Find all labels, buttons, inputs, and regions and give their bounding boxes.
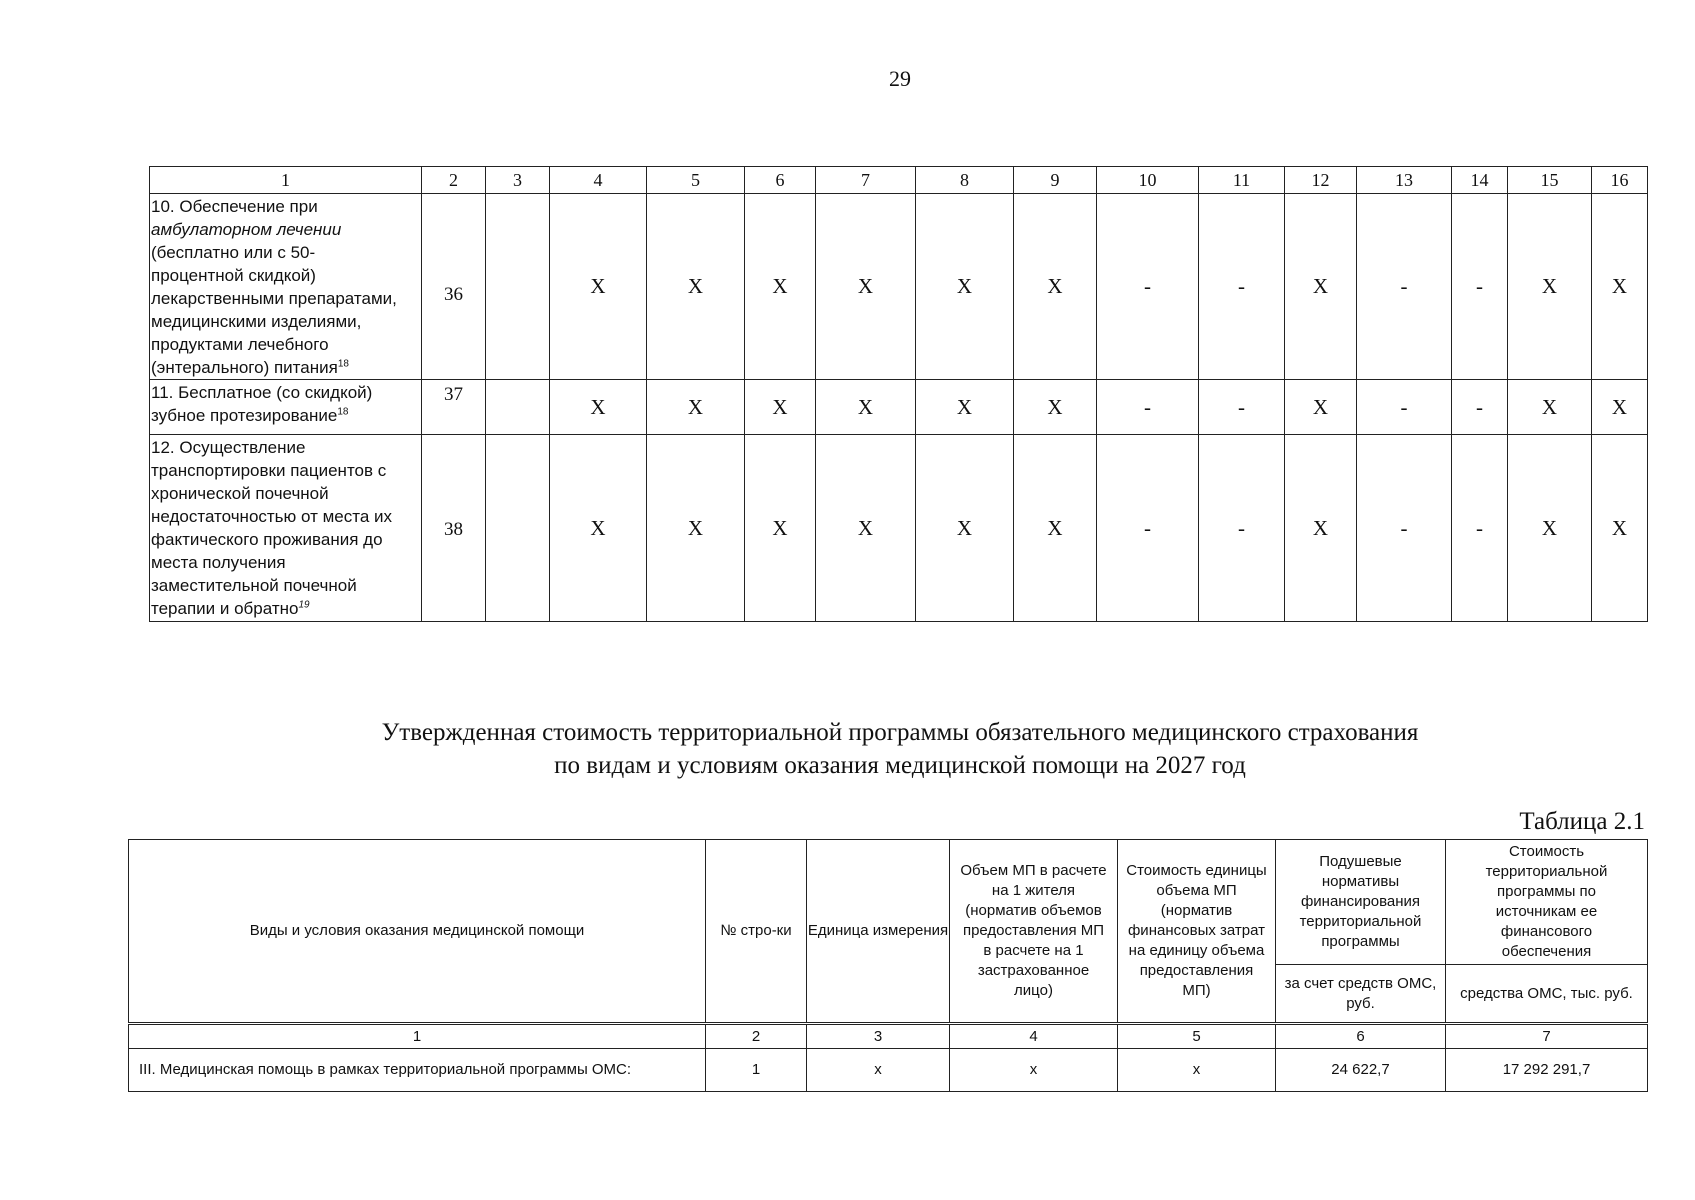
table-cell: х — [1118, 1049, 1276, 1092]
row-number-cell: 37 — [422, 380, 486, 435]
column-index-row — [129, 1024, 1648, 1049]
table-cell: X — [647, 380, 745, 435]
column-number: 7 — [816, 167, 916, 194]
header-program-cost: Стоимость территориальной программы по источникам ее финансового обеспечения — [1446, 840, 1648, 965]
header-row — [129, 840, 1648, 965]
row-name-cell — [150, 194, 422, 380]
table-label: Таблица 2.1 — [1519, 808, 1645, 835]
table-cell: X — [1592, 380, 1648, 435]
row-name-line: медицинскими изделиями, — [151, 312, 362, 331]
column-number: 14 — [1452, 167, 1508, 194]
row-name-line: 10. Обеспечение при — [151, 197, 318, 216]
table-cell: X — [550, 194, 647, 380]
bottom-table — [128, 839, 1648, 1092]
row-name-line: места получения — [151, 553, 286, 572]
table-cell: X — [745, 380, 816, 435]
row-name-line: фактического проживания до — [151, 530, 383, 549]
table-cell: X — [745, 194, 816, 380]
row-name-line: (энтерального) питания$^{18}$ — [151, 358, 349, 377]
column-number: 4 — [950, 1024, 1118, 1049]
column-number: 4 — [550, 167, 647, 194]
table-cell: X — [816, 435, 916, 622]
header-unit-cost: Стоимость единицы объема МП (норматив финансовых затрат на единицу объема предоставления МП) — [1118, 840, 1276, 1024]
heading-line-2: по видам и условиям оказания медицинской помощи на 2027 год — [554, 752, 1246, 779]
column-number: 7 — [1446, 1024, 1648, 1049]
column-number: 16 — [1592, 167, 1648, 194]
row-name-line: лекарственными препаратами, — [151, 289, 397, 308]
row-name-line: транспортировки пациентов с — [151, 461, 387, 480]
row-name-line: недостаточностью от места их — [151, 507, 393, 526]
table-cell: - — [1097, 194, 1199, 380]
table-cell: X — [1508, 194, 1592, 380]
column-number: 5 — [1118, 1024, 1276, 1049]
column-number: 8 — [916, 167, 1014, 194]
table-cell: - — [1357, 380, 1452, 435]
row-name-line: хронической почечной — [151, 484, 329, 503]
per-capita-value: 24 622,7 — [1276, 1049, 1446, 1092]
table-cell: - — [1452, 435, 1508, 622]
row-name-line: продуктами лечебного — [151, 335, 329, 354]
table-cell: X — [647, 435, 745, 622]
table-cell: X — [550, 380, 647, 435]
header-per-capita-oms: за счет средств ОМС, руб. — [1276, 965, 1446, 1024]
data-row-label: III. Медицинская помощь в рамках территориальной программы ОМС: — [129, 1049, 706, 1092]
column-number: 12 — [1285, 167, 1357, 194]
column-number: 11 — [1199, 167, 1285, 194]
column-number: 1 — [129, 1024, 706, 1049]
table-cell: - — [1199, 435, 1285, 622]
row-name-line: 11. Бесплатное (со скидкой) — [151, 383, 373, 402]
table-cell: X — [1592, 194, 1648, 380]
top-table — [149, 166, 1648, 622]
table-cell: X — [745, 435, 816, 622]
table-cell: X — [1014, 380, 1097, 435]
column-number: 1 — [150, 167, 422, 194]
row-number-cell: 36 — [422, 194, 486, 380]
table-cell: X — [1508, 380, 1592, 435]
table-cell: X — [1285, 435, 1357, 622]
table-row — [150, 435, 1648, 622]
header-volume: Объем МП в расчете на 1 жителя (норматив объемов предоставления МП в расчете на 1 застрахованное лицо) — [950, 840, 1118, 1024]
table-cell: - — [1097, 380, 1199, 435]
row-name-cell — [150, 380, 422, 435]
header-kinds-of-care: Виды и условия оказания медицинской помощи — [129, 840, 706, 1024]
table-row — [129, 1049, 1648, 1092]
table-cell: X — [1014, 194, 1097, 380]
header-program-cost-oms: средства ОМС, тыс. руб. — [1446, 965, 1648, 1024]
column-number: 13 — [1357, 167, 1452, 194]
page-number: 29 — [889, 66, 911, 91]
table-cell: - — [1452, 380, 1508, 435]
table-cell: - — [1357, 194, 1452, 380]
table-cell: х — [950, 1049, 1118, 1092]
row-name-line: (бесплатно или с 50- — [151, 243, 316, 262]
table-cell — [486, 380, 550, 435]
row-name-line: заместительной почечной — [151, 576, 357, 595]
column-number: 3 — [486, 167, 550, 194]
table-cell: X — [1592, 435, 1648, 622]
row-name-line: 12. Осуществление — [151, 438, 306, 457]
column-number: 2 — [706, 1024, 807, 1049]
table-cell: - — [1199, 380, 1285, 435]
header-row-number: № стро-ки — [706, 840, 807, 1024]
section-heading — [0, 716, 1695, 782]
table-cell: - — [1357, 435, 1452, 622]
header-per-capita: Подушевые нормативы финансирования территориальной программы — [1276, 840, 1446, 965]
table-cell: X — [1285, 380, 1357, 435]
table-cell: X — [916, 380, 1014, 435]
footnote-ref: 19 — [298, 599, 310, 611]
table-cell: X — [916, 435, 1014, 622]
table-cell: X — [550, 435, 647, 622]
table-cell: X — [1285, 194, 1357, 380]
column-number: 15 — [1508, 167, 1592, 194]
column-number: 9 — [1014, 167, 1097, 194]
table-cell: X — [916, 194, 1014, 380]
table-cell: X — [816, 380, 916, 435]
table-cell: X — [816, 194, 916, 380]
column-number: 6 — [1276, 1024, 1446, 1049]
column-number: 5 — [647, 167, 745, 194]
heading-line-1: Утвержденная стоимость территориальной программы обязательного медицинского страхования — [381, 719, 1419, 746]
table-cell: 1 — [706, 1049, 807, 1092]
column-number: 10 — [1097, 167, 1199, 194]
table-cell: - — [1199, 194, 1285, 380]
table-cell — [486, 194, 550, 380]
table-cell: - — [1097, 435, 1199, 622]
row-number-cell: 38 — [422, 435, 486, 622]
header-unit: Единица измерения — [807, 840, 950, 1024]
program-cost-value: 17 292 291,7 — [1446, 1049, 1648, 1092]
row-name-line: амбулаторном лечении — [151, 220, 342, 239]
table-cell: х — [807, 1049, 950, 1092]
table-row — [150, 380, 1648, 435]
footnote-ref: 18 — [337, 358, 349, 370]
footnote-ref: 18 — [337, 406, 349, 418]
row-name-line: процентной скидкой) — [151, 266, 316, 285]
table-cell: X — [647, 194, 745, 380]
row-name-line: зубное протезирование$^{18}$ — [151, 406, 349, 425]
top-table-header-row — [150, 167, 1648, 194]
row-name-line: терапии и обратно$^{19}$ — [151, 599, 310, 618]
column-number: 2 — [422, 167, 486, 194]
table-cell: - — [1452, 194, 1508, 380]
column-number: 6 — [745, 167, 816, 194]
row-name-cell — [150, 435, 422, 622]
column-number: 3 — [807, 1024, 950, 1049]
table-cell — [486, 435, 550, 622]
table-row — [150, 194, 1648, 380]
table-cell: X — [1508, 435, 1592, 622]
table-cell: X — [1014, 435, 1097, 622]
